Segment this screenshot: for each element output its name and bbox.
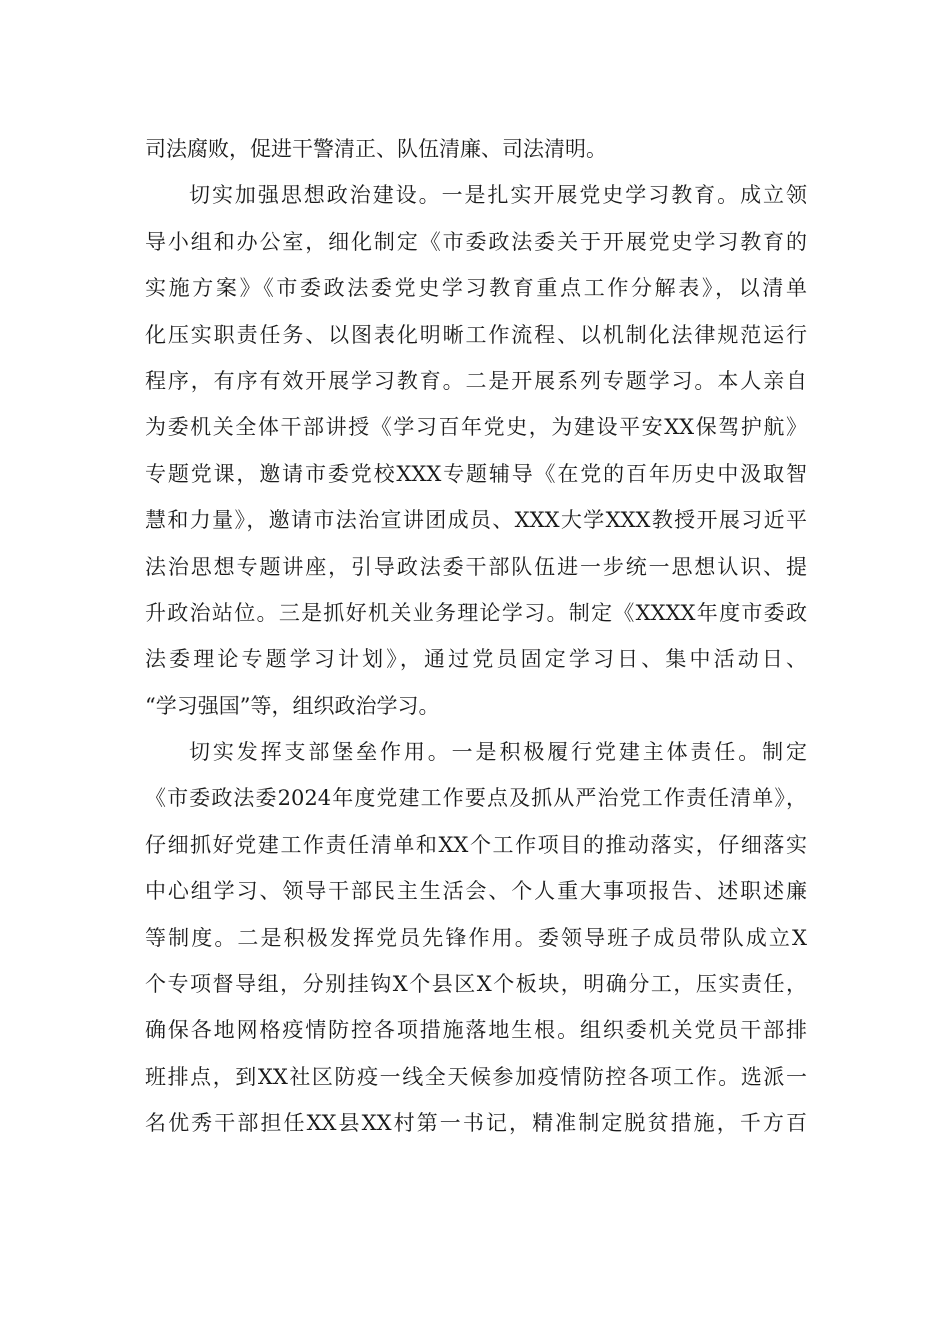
paragraph-line: 班排点，到XX社区防疫一线全天候参加疫情防控各项工作。选派一 — [145, 1064, 807, 1089]
paragraph-line: 升政治站位。三是抓好机关业务理论学习。制定《XXXX年度市委政 — [145, 600, 807, 625]
paragraph-line: 仔细抓好党建工作责任清单和XX个工作项目的推动落实，仔细落实 — [145, 832, 807, 857]
paragraph-line: 为委机关全体干部讲授《学习百年党史，为建设平安XX保驾护航》 — [145, 415, 807, 440]
paragraph-first-line: 切实加强思想政治建设。一是扎实开展党史学习教育。成立领 — [189, 183, 807, 208]
paragraph-line: 化压实职责任务、以图表化明晰工作流程、以机制化法律规范运行 — [145, 322, 807, 347]
paragraph-line: 法委理论专题学习计划》，通过党员固定学习日、集中活动日、 — [145, 647, 807, 672]
paragraph-line: 法治思想专题讲座，引导政法委干部队伍进一步统一思想认识、提 — [145, 554, 807, 579]
paragraph-line: 实施方案》《市委政法委党史学习教育重点工作分解表》，以清单 — [145, 276, 807, 301]
paragraph-line: 专题党课，邀请市委党校XXX专题辅导《在党的百年历史中汲取智 — [145, 461, 807, 486]
paragraph-line: 导小组和办公室，细化制定《市委政法委关于开展党史学习教育的 — [145, 229, 807, 254]
document-body — [145, 126, 807, 1147]
paragraph-line: 个专项督导组，分别挂钩X个县区X个板块，明确分工，压实责任， — [145, 972, 807, 997]
paragraph-first-line: 切实发挥支部堡垒作用。一是积极履行党建主体责任。制定 — [189, 740, 807, 765]
paragraph-line: 慧和力量》，邀请市法治宣讲团成员、XXX大学XXX教授开展习近平 — [145, 508, 807, 533]
paragraph-line: 程序，有序有效开展学习教育。二是开展系列专题学习。本人亲自 — [145, 368, 807, 393]
paragraph-line: 《市委政法委2024年度党建工作要点及抓从严治党工作责任清单》， — [145, 786, 807, 811]
paragraph-line: 确保各地网格疫情防控各项措施落地生根。组织委机关党员干部排 — [145, 1018, 807, 1043]
paragraph-line: 中心组学习、领导干部民主生活会、个人重大事项报告、述职述廉 — [145, 879, 807, 904]
paragraph-line: 名优秀干部担任XX县XX村第一书记，精准制定脱贫措施，千方百 — [145, 1111, 807, 1136]
paragraph-line: “学习强国”等，组织政治学习。 — [145, 693, 440, 718]
paragraph-line: 等制度。二是积极发挥党员先锋作用。委领导班子成员带队成立X — [145, 925, 807, 950]
paragraph-line: 司法腐败，促进干警清正、队伍清廉、司法清明。 — [145, 137, 607, 161]
